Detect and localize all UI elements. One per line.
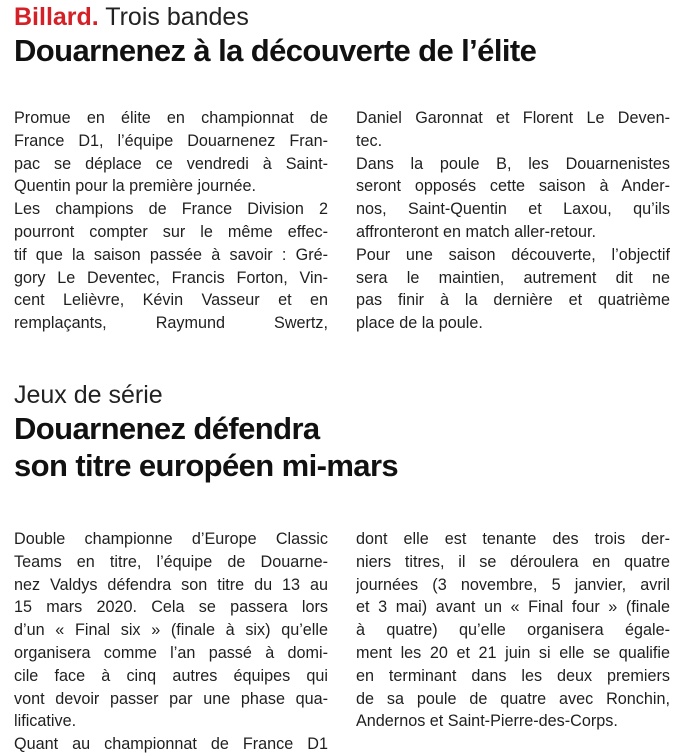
headline: Douarnenez à la découverte de l’élite xyxy=(14,33,537,68)
body-columns xyxy=(14,528,670,756)
text-line: pac se déplace ce vendredi à Saint- xyxy=(14,154,328,173)
text-line: Dans la poule B, les Douarnenistes xyxy=(356,154,670,173)
text-line: ment les 20 et 21 juin si elle se qualifie xyxy=(356,643,670,662)
article-billard xyxy=(14,2,670,335)
text-line: organisera comme l’an passé à domi- xyxy=(14,643,328,662)
body-paragraph xyxy=(356,528,670,733)
text-line: tif que la saison passée à savoir : Gré- xyxy=(14,245,328,264)
subcategory-label: Trois bandes xyxy=(98,3,249,31)
text-line: place de la poule. xyxy=(356,314,483,333)
text-line: Teams en titre, l’équipe de Douarne- xyxy=(14,552,328,571)
kicker xyxy=(14,2,670,32)
kicker: Jeux de série xyxy=(14,381,163,409)
text-line: affronteront en match aller-retour. xyxy=(356,222,596,241)
text-line: de sa poule de quatre avec Ronchin, xyxy=(356,689,670,708)
text-line: Promue en élite en championnat de xyxy=(14,109,328,127)
text-line: cent Lelièvre, Kévin Vasseur et en xyxy=(14,291,328,310)
text-line: France D1, l’équipe Douarnenez Fran- xyxy=(14,131,328,150)
text-line: sera le maintien, autrement dit ne xyxy=(356,268,670,287)
text-line: remplaçants, Raymund Swertz, xyxy=(14,314,328,333)
body-columns xyxy=(14,107,670,335)
headline-line-2: son titre européen mi-mars xyxy=(14,448,399,483)
text-line: à quatre) qu’elle organisera égale- xyxy=(356,621,670,640)
text-line: lificative. xyxy=(14,712,77,731)
column-right xyxy=(356,107,670,335)
text-line: vont devoir passer par une phase qua- xyxy=(14,689,328,708)
text-line: gory Le Deventec, Francis Forton, Vin- xyxy=(14,268,328,287)
headline-line-1: Douarnenez défendra xyxy=(14,411,320,446)
text-line: seront opposés cette saison à Ander- xyxy=(356,177,670,196)
text-line: Quentin pour la première journée. xyxy=(14,177,257,196)
category-label: Billard. xyxy=(14,3,99,31)
column-right xyxy=(356,528,670,756)
text-line: Quant au championnat de France D1 xyxy=(14,735,328,754)
text-line: dont elle est tenante des trois der- xyxy=(356,530,670,548)
text-line: Les champions de France Division 2 xyxy=(14,200,328,219)
text-line: 15 mars 2020. Cela se passera lors xyxy=(14,598,328,617)
text-line: Double championne d’Europe Classic xyxy=(14,530,328,548)
text-line: nos, Saint-Quentin et Laxou, qu’ils xyxy=(356,200,670,219)
text-line: en terminant dans les deux premiers xyxy=(356,666,670,685)
text-line: journées (3 novembre, 5 janvier, avril xyxy=(356,575,670,594)
column-left xyxy=(14,107,328,335)
text-line: Pour une saison découverte, l’objectif xyxy=(356,245,670,264)
column-left xyxy=(14,528,328,756)
body-paragraph xyxy=(14,107,328,335)
text-line: et 3 mai) avant un « Final four » (finale xyxy=(356,598,670,617)
text-line: niers titres, il se déroulera en quatre xyxy=(356,552,670,571)
text-line: pas finir à la dernière et quatrième xyxy=(356,291,670,310)
text-line: Andernos et Saint-Pierre-des-Corps. xyxy=(356,712,618,731)
body-paragraph xyxy=(356,107,670,335)
text-line: nez Valdys défendra son titre du 13 au xyxy=(14,575,328,594)
article-jeux-de-serie xyxy=(14,380,670,756)
text-line: pourront compter sur le même effec- xyxy=(14,222,328,241)
body-paragraph xyxy=(14,528,328,756)
text-line: Daniel Garonnat et Florent Le Deven- xyxy=(356,109,670,127)
text-line: d’un « Final six » (finale à six) qu’elle xyxy=(14,621,328,640)
text-line: cile face à cinq autres équipes qui xyxy=(14,666,328,685)
text-line: tec. xyxy=(356,131,383,150)
